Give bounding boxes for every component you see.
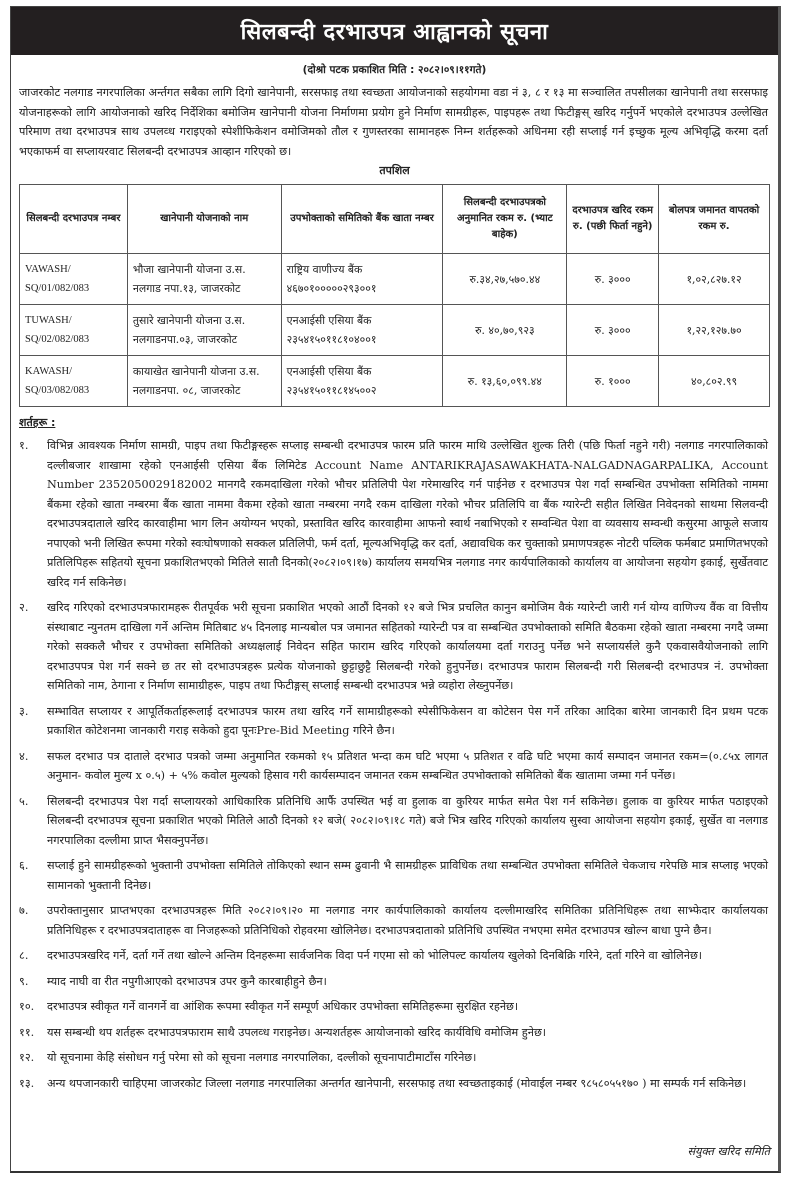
condition-text: सम्भावित सप्लायर र आपूर्तिकर्ताहरूलाई दरभाउपत्र फारम तथा खरिद गर्ने सामाग्रीहरूको स्पेसीफिकेसन वा कोटेसन पेस गर्ने तरिका आदिका बारेमा जानकारी दिन प्रथम पटक प्रकाशित कोटेशनमा जानकारी गराइ सकेको हुदा पूनःPre-Bid Meeting गरिने छैन।: [47, 704, 768, 737]
condition-item: [19, 972, 768, 992]
bid-security-cell: १,०२,८२७.१२: [659, 254, 770, 305]
condition-text: उपरोक्तानुसार प्राप्तभएका दरभाउपत्रहरू मिति २०८२।०९।२० मा नलगाड नगर कार्यपालिकाको कार्यालय दल्लीमाखरिद समितिका प्रतिनिधिहरू तथा साभ्फेदार कार्यालयका प्रतिनिधिहरू र दरभाउपत्रदाताहरू वा निजहरूको प्रतिनिधिको रोहवरमा खोलिनेछ। दरभाउपत्रदाताको प्रतिनिधि उपस्थित नभएमा समेत दरभाउपत्र खोल्न बाधा पुग्ने छैन।: [47, 904, 768, 937]
header-estimated-amount: सिलबन्दी दरभाउपत्रको अनुमानित रकम रु. (भ्याट बाहेक): [443, 185, 567, 254]
bank-account-cell: एनआईसी एसिया बैंक २३५४१५०११८१०४००१: [281, 305, 443, 356]
bank-account-cell: राष्ट्रिय वाणीज्य बैंक ४६७०१०००००२९३००१: [281, 254, 443, 305]
condition-item: [19, 792, 768, 851]
condition-item: [19, 856, 768, 895]
condition-text: विभिन्न आवश्यक निर्माण सामग्री, पाइप तथा फिटीङ्गस्हरू सप्लाइ सम्बन्धी दरभाउपत्र फारम प्रति फारम माथि उल्लेखित शुल्क तिरी (पछि फिर्ता नहुने गरी) नलगाड नगरपालिकाको दल्लीबजार शाखामा रहेको एनआईसी एसिया बैंक लिमिटेड Account Name ANTARIKRAJASAWAKHATA-NALGADNAGARPALIKA, Account Number 2352050029182002 मानगदै रकमदाखिला गरेको भौचर प्रतिलिपी पेश गरेमाखरिद गर्न पाईनेछ र दरभाउपत्र पेश गर्दा सम्बन्धित उपभोक्ता समितिको नाममा बैंकमा रहेको खाता नम्बरमा बैंक खाता नाममा वैकमा रहेको खाता नम्बरमा नगदै रकम दाखिला गरेको भौचर प्रतिलिपि वा बैंक ग्यारेन्टी सहीत लिखित निवेदनको साथमा सिलवन्दी दरभाउपत्रदाताले खरिद कारवाहीमा भाग लिन अयोग्यन भएको, प्रस्तावित खरिद कारवाहीमा आफनो स्वार्थ नबाभिएको र सम्वन्धित पेशा वा व्यवसाय सम्वन्धी कसुरमा आफूले सजाय नपाएको भनी लिखित रूपमा गरेको स्वःघोषणाको सक्कल प्रतिलिपी, फर्म दर्ता, मूल्यअभिवृद्धि कर दर्ता, अद्यावधिक कर चुक्ताको प्रमाणपत्रहरू नोटरी पव्लिक फर्मबाट प्रमाणितभएको प्रतिलिपिहरू सहितयो सूचना प्रकाशितभएको मितिले सातौ दिनको(२०८२।०९।१७) कार्यालय समयभित्र नलगाड नगर कार्यपालिकाको कार्यालय वा आयोजना सहयोग इकाई, सुर्खेतवाट खरिद गर्न सकिनेछ।: [47, 439, 768, 589]
condition-text: दरभाउपत्रखरिद गर्ने, दर्ता गर्ने तथा खोल्ने अन्तिम दिनहरूमा सार्वजनिक विदा पर्न गएमा सो को भोलिपल्ट कार्यालय खुलेको दिनबिक्रि गरिने, दर्ता गरिने वा खोलिनेछ।: [47, 949, 703, 962]
bid-security-cell: १,२२,१२७.७०: [659, 305, 770, 356]
condition-text: अन्य थपजानकारी चाहिएमा जाजरकोट जिल्ला नलगाड नगरपालिका अन्तर्गत खानेपानी, सरसफाइ तथा स्वच्छताइकाई (मोवाईल नम्बर ९८५८०५५१७० ) मा सम्पर्क गर्न सकिनेछ।: [47, 1076, 747, 1090]
form-fee-cell: रु. १०००: [567, 356, 659, 407]
condition-number: ९.: [19, 974, 29, 988]
condition-text: यो सूचनामा केहि संसोधन गर्नु परेमा सो को सूचना नलगाड नगरपालिका, दल्लीको सूचनापाटीमाटाँस गरिनेछ।: [47, 1051, 477, 1064]
conditions-heading: शर्तहरू :: [19, 416, 56, 429]
condition-number: ३.: [19, 704, 29, 718]
condition-number: ७.: [19, 904, 29, 917]
condition-item: [19, 702, 768, 741]
condition-number: ११.: [19, 1025, 35, 1039]
header-scheme-name: खानेपानी योजनाको नाम: [127, 185, 281, 254]
condition-item: [19, 997, 768, 1017]
scheme-name-cell: कायाखेत खानेपानी योजना उ.स. नलगाडनपा. ०८, जाजरकोट: [127, 356, 281, 407]
condition-text: खरिद गरिएको दरभाउपत्रफारामहरू रीतपूर्वक भरी सूचना प्रकाशित भएको आठौं दिनको १२ बजे भित्र प्रचलित कानुन बमोजिम वैकं ग्यारेन्टी जारी गर्न योग्य वाणिज्य वैंक वा वित्तीय संस्थाबाट न्युनतम दाखिला गर्ने अन्तिम मितिबाट ४५ दिनलाइ मान्यबोल पत्र जमानत सहितको ग्यारेन्टी पत्र वा सम्बन्धित उपभोक्ताको समिति बैठकमा रहेको खाता नम्बरमा नगदै जम्मा गरेको सक्कलै भौचर र उपभोक्ता समितिको अध्यक्षलाई निवेदन सहित फाराम खरिद गरिएको कार्यालयमा दर्ता गराउनु पर्नेछ भने सप्लायर्सले कुनै एकवासवैयोजनाको लागि दरभाउपपत्र पेश गर्न सक्ने छ तर सो दरभाउपत्रहरू प्रत्येक योजनाको छुट्टाछुट्टै सिलबन्दी गरेको हुनुपर्नेछ। दरभाउपत्र फाराम सिलबन्दी गरी सिलबन्दी दरभाउपत्र नं. उपभोक्ता समितिको नाम, ठेगाना र निर्माण सामाग्रीहरू, पाइप तथा फिटीङ्गस् सप्लाई सम्बन्धी दरभाउपत्र भन्ने व्यहोरा लेख्नुपर्नेछ।: [47, 601, 768, 692]
bid-schedule-table: [19, 184, 770, 407]
header-bid-number: सिलबन्दी दरभाउपत्र नम्बर: [20, 185, 128, 254]
schedule-label: तपशिल: [379, 164, 410, 177]
signature: संयुक्त खरिद समिति: [687, 1145, 770, 1158]
condition-item: [19, 436, 768, 592]
scheme-name-cell: तुसारे खानेपानी योजना उ.स. नलगाडनपा.०३, जाजरकोट: [127, 305, 281, 356]
table-row: [20, 254, 770, 305]
condition-number: ५.: [19, 794, 29, 808]
condition-number: १०.: [19, 1000, 35, 1013]
condition-text: सफल दरभाउ पत्र दाताले दरभाउ पत्रको जम्मा अनुमानित रकमको १५ प्रतिशत भन्दा कम घटि भएमा ५ प्रतिशत र वढि घटि भएमा कार्य सम्पादन जमानत रकम=(०.८५x लागत अनुमान- कवोल मुल्य x ०.५) + ५% कवोल मुल्यको हिसाव गरी कार्यसम्पादन जमानत रकम सम्बन्धित उपभोक्ताको समितिको बैंक खातामा जम्मा गर्न पर्नेछ।: [47, 749, 768, 782]
estimated-amount-cell: रु. १३,६०,०९९.४४: [443, 356, 567, 407]
condition-number: १३.: [19, 1076, 35, 1090]
condition-number: १.: [19, 439, 29, 452]
estimated-amount-cell: रु.३४,२७,५७०.४४: [443, 254, 567, 305]
condition-number: ४.: [19, 749, 29, 763]
bid-number-cell: KAWASH/ SQ/03/082/083: [20, 356, 128, 407]
table-row: [20, 356, 770, 407]
estimated-amount-cell: रु. ४०,७०,९२३: [443, 305, 567, 356]
published-date: (दोश्रो पटक प्रकाशित मिति : २०८२।०९।११गते): [302, 64, 487, 76]
notice-box: [10, 6, 781, 1173]
condition-item: [19, 901, 768, 940]
form-fee-cell: रु. ३०००: [567, 305, 659, 356]
condition-number: २.: [19, 601, 29, 614]
bank-account-cell: एनआईसी एसिया बैंक २३५४१५०११८१४५००२: [281, 356, 443, 407]
condition-text: सप्लाई हुने सामग्रीहरूको भुक्तानी उपभोक्ता समितिले तोकिएको स्थान सम्म ढुवानी भै सामग्रीहरू प्राविधिक तथा सम्बन्धित उपभोक्ता समितिले चेकजाच गरेपछि मात्र सप्लाइ भएको सामानको भुक्तानी दिनेछ।: [47, 859, 768, 892]
condition-item: [19, 1074, 768, 1094]
intro-paragraph: जाजरकोट नलगाड नगरपालिका अर्न्तगत सबैका लागि दिगो खानेपानी, सरसफाइ तथा स्वच्छता आयोजनाको सहयोगमा वडा नं ३, ८ र १३ मा सञ्चालित तपसीलका खानेपानी तथा सरसफाइ योजनाहरूको लागि आयोजनाको खरिद निर्देशिका बमोजिम खानेपानी योजना निर्माणमा प्रयोग हुने निर्माण सामग्रीहरू, पाइपहरू तथा फिटीङ्गस् खरिद गर्नुपर्ने भएकोले दरभाउपत्र उल्लेखित परिमाण तथा दरभाउपत्र साथ उपलव्ध गराइएको स्पेशीफिकेशन वमोजिमको तौल र गुणस्तरका सामानहरू निम्न शर्तहरूको अधिनमा रही सप्लाई गर्न इच्छुक मूल्य अभिवृद्धि करमा दर्ता भएकाफर्म वा सप्लायरवाट सिलबन्दी दरभाउपत्र आव्हान गरिएको छ।: [19, 86, 768, 158]
condition-item: [19, 1048, 768, 1068]
condition-number: ८.: [19, 949, 29, 962]
bid-security-cell: ४०,८०२.९९: [659, 356, 770, 407]
notice-title: सिलबन्दी दरभाउपत्र आह्वानको सूचना: [240, 20, 549, 45]
conditions-list: [19, 436, 768, 1093]
condition-item: [19, 1023, 768, 1043]
bid-number-cell: TUWASH/ SQ/02/082/083: [20, 305, 128, 356]
condition-item: [19, 747, 768, 786]
condition-item: [19, 946, 768, 966]
bid-number-cell: VAWASH/ SQ/01/082/083: [20, 254, 128, 305]
scheme-name-cell: भौजा खानेपानी योजना उ.स. नलगाड नपा.१३, जाजरकोट: [127, 254, 281, 305]
notice-title-bar: [11, 7, 778, 55]
table-row: [20, 305, 770, 356]
condition-text: सिलबन्दी दरभाउपत्र पेश गर्दा सप्लायरको आधिकारिक प्रतिनिधि आर्फै उपस्थित भई वा हुलाक वा कुरियर मार्फत समेत पेश गर्न सकिनेछ। हुलाक वा कुरियर मार्फत पठाइएको सिलबन्दी दरभाउपत्र सूचना प्रकाशित भएको मितिले आठौ दिनको १२ बजे( २०८२।०९।१८ गते) बजे भित्र खरिद गरिएको कार्यालय सुस्वा आयोजना सहयोग इकाई, सुर्खेत वा नलगाड नगरपालिका दल्लीमा प्राप्त भैसक्नुपर्नेछ।: [47, 794, 768, 847]
form-fee-cell: रु. ३०००: [567, 254, 659, 305]
table-header-row: [20, 185, 770, 254]
header-form-fee: दरभाउपत्र खरिद रकम रु. (पछी फिर्ता नहुने): [567, 185, 659, 254]
condition-number: ६.: [19, 859, 29, 872]
condition-text: म्याद नाघी वा रीत नपुगीआएको दरभाउपत्र उपर कुनै कारबाहीहुने छैन।: [47, 974, 327, 988]
condition-text: यस सम्बन्धी थप शर्तहरू दरभाउपत्रफाराम साथै उपलव्ध गराइनेछ। अन्यशर्तहरू आयोजनाको खरिद कार्यविधि वमोजिम हुनेछ।: [47, 1025, 547, 1039]
header-bid-security: बोलपत्र जमानत वापतको रकम रु.: [659, 185, 770, 254]
condition-item: [19, 598, 768, 696]
condition-text: दरभाउपत्र स्वीकृत गर्ने वानगर्ने वा आंशिक रूपमा स्वीकृत गर्ने सम्पूर्ण अधिकार उपभोक्ता समितिहरूमा सुरक्षित रहनेछ।: [47, 1000, 519, 1013]
condition-number: १२.: [19, 1051, 35, 1064]
header-bank-account: उपभोक्ताको समितिको बैंक खाता नम्बर: [281, 185, 443, 254]
